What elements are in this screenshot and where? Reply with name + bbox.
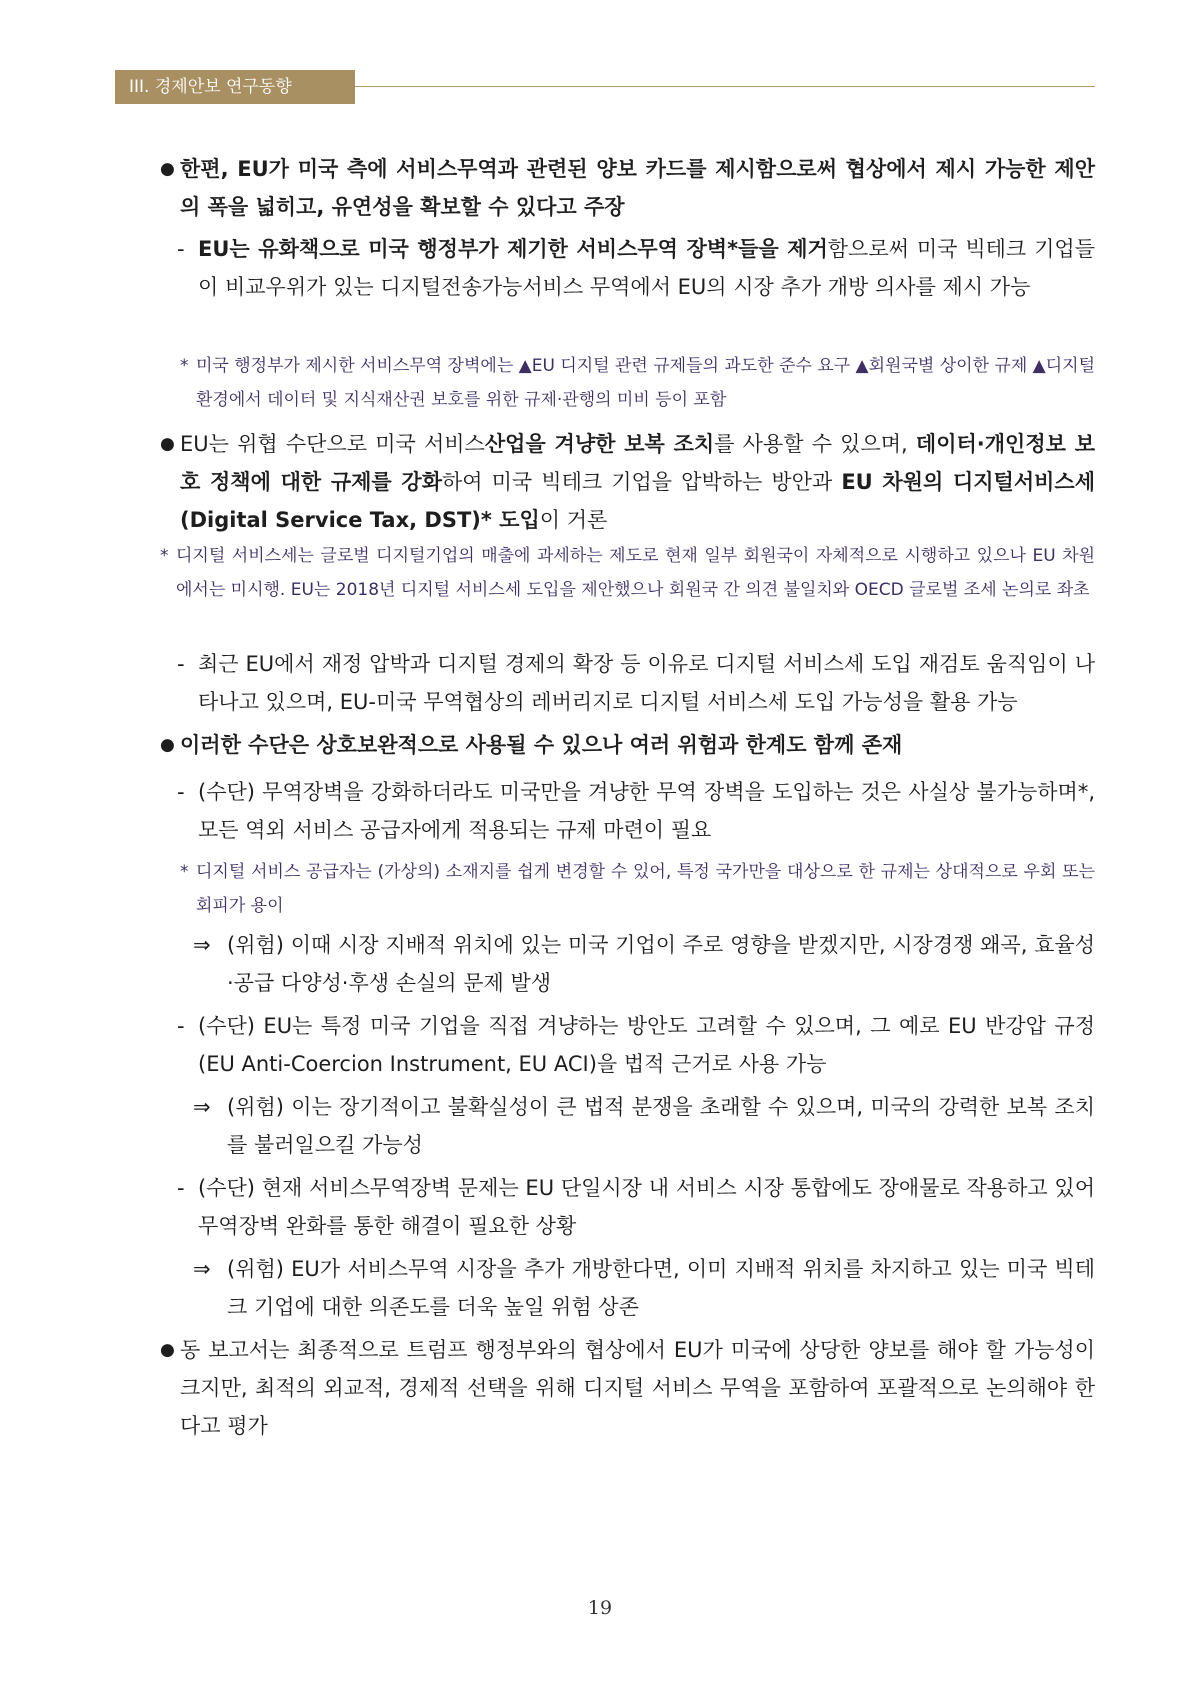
dash-marker: -	[177, 652, 185, 676]
emphasis-text: 데이터·개인정보 보호 정책에 대한 규제를 강화	[180, 432, 1096, 494]
item-text: (위험) 이는 장기적이고 불확실성이 큰 법적 분쟁을 초래할 수 있으며, 미국의 강력한 보복 조치를 불러일으킬 가능성	[227, 1095, 1095, 1157]
bullet-marker: ●	[160, 159, 175, 179]
item-text: (수단) 무역장벽을 강화하더라도 미국만을 겨냥한 무역 장벽을 도입하는 것은 사실상 불가능하며*, 모든 역외 서비스 공급자에게 적용되는 규제 마련이 필요	[198, 780, 1095, 842]
note-marker: *	[180, 356, 189, 376]
dash-item-remove-barriers	[177, 230, 1095, 306]
text-segment: 이 거론	[539, 508, 608, 532]
note-text: 디지털 서비스 공급자는 (가상의) 소재지를 쉽게 변경할 수 있어, 특정 국가만을 대상으로 한 규제는 상대적으로 우회 또는 회피가 용이	[196, 862, 1095, 916]
item-text: (수단) 현재 서비스무역장벽 문제는 EU 단일시장 내 서비스 시장 통합에도 장애물로 작용하고 있어 무역장벽 완화를 통한 해결이 필요한 상황	[198, 1176, 1095, 1238]
dash-marker: -	[177, 1176, 185, 1200]
bullet-paragraph-eu-concession	[160, 150, 1095, 226]
item-text: 함으로써 미국 빅테크 기업들이 비교우위가 있는 디지털전송가능서비스 무역에서 EU의 시장 추가 개방 의사를 제시 가능	[198, 237, 1095, 299]
text-segment: EU는 위협 수단으로 미국 서비스	[180, 432, 485, 456]
dash-item-dst-reconsideration	[177, 645, 1095, 721]
arrow-marker: ⇒	[193, 1257, 211, 1281]
text-segment: 를 사용할 수 있으며,	[714, 432, 916, 456]
item-text: (위험) 이때 시장 지배적 위치에 있는 미국 기업이 주로 영향을 받겠지만, 시장경쟁 왜곡, 효율성·공급 다양성·후생 손실의 문제 발생	[227, 933, 1095, 995]
note-text: 디지털 서비스세는 글로벌 디지털기업의 매출에 과세하는 제도로 현재 일부 회원국이 자체적으로 시행하고 있으나 EU 차원에서는 미시행. EU는 2018년 디지털 서비스세 도입을 제안했으나 회원국 간 의견 불일치와 OECD 글로벌 조세 논의로 좌초	[176, 546, 1095, 600]
page-number: 19	[587, 1597, 613, 1619]
dash-item-trade-barrier-means	[177, 773, 1095, 849]
dash-marker: -	[177, 780, 185, 804]
dash-item-anti-coercion-means	[177, 1007, 1095, 1083]
emphasis-text: EU는 유화책으로 미국 행정부가 제기한 서비스무역 장벽*들을 제거	[198, 237, 828, 261]
item-text: 최근 EU에서 재정 압박과 디지털 경제의 확장 등 이유로 디지털 서비스세 도입 재검토 움직임이 나타나고 있으며, EU-미국 무역협상의 레버리지로 디지털 서비스세 도입 가능성을 활용 가능	[198, 652, 1095, 714]
note-marker: *	[160, 546, 169, 566]
bullet-text: 동 보고서는 최종적으로 트럼프 행정부와의 협상에서 EU가 미국에 상당한 양보를 해야 할 가능성이 크지만, 최적의 외교적, 경제적 선택을 위해 디지털 서비스 무역을 포함하여 포괄적으로 논의해야 한다고 평가	[180, 1338, 1095, 1438]
bullet-text: 한편, EU가 미국 측에 서비스무역과 관련된 양보 카드를 제시함으로써 협상에서 제시 가능한 제안의 폭을 넓히고, 유연성을 확보할 수 있다고 주장	[180, 157, 1095, 219]
bullet-paragraph-conclusion	[160, 1331, 1095, 1445]
bullet-marker: ●	[160, 434, 175, 454]
text-segment: 하여 미국 빅테크 기업을 압박하는 방안과	[442, 470, 842, 494]
arrow-item-dependency-risk	[193, 1250, 1095, 1326]
bullet-paragraph-threat-measures	[160, 425, 1095, 539]
note-text: 미국 행정부가 제시한 서비스무역 장벽에는 ▲EU 디지털 관련 규제들의 과도한 준수 요구 ▲회원국별 상이한 규제 ▲디지털 환경에서 데이터 및 지식재산권 보호를 위한 규제·관행의 미비 등이 포함	[196, 356, 1095, 410]
section-header	[115, 70, 1095, 104]
bullet-marker: ●	[160, 735, 175, 755]
bullet-paragraph-risks	[160, 726, 1095, 764]
arrow-item-legal-dispute-risk	[193, 1088, 1095, 1164]
header-rule	[355, 86, 1095, 87]
arrow-item-market-distortion-risk	[193, 926, 1095, 1002]
note-marker: *	[180, 862, 189, 882]
item-text: (위험) EU가 서비스무역 시장을 추가 개방한다면, 이미 지배적 위치를 차지하고 있는 미국 빅테크 기업에 대한 의존도를 더욱 높일 위험 상존	[227, 1257, 1095, 1319]
footnote-service-barriers	[180, 349, 1095, 417]
arrow-marker: ⇒	[193, 933, 211, 957]
section-title: III. 경제안보 연구동향	[115, 70, 355, 104]
arrow-marker: ⇒	[193, 1095, 211, 1119]
bullet-marker: ●	[160, 1340, 175, 1360]
emphasis-text: 산업을 겨냥한 보복 조치	[484, 432, 715, 456]
footnote-digital-service-tax	[160, 539, 1095, 607]
item-text: (수단) EU는 특정 미국 기업을 직접 겨냥하는 방안도 고려할 수 있으며, 그 예로 EU 반강압 규정(EU Anti-Coercion Instrument, EU ACI)을 법적 근거로 사용 가능	[198, 1014, 1095, 1076]
emphasis-text: EU 차원의 디지털서비스세(Digital Service Tax, DST)* 도입	[180, 470, 1095, 532]
dash-marker: -	[177, 237, 185, 261]
dash-item-single-market-means	[177, 1169, 1095, 1245]
dash-marker: -	[177, 1014, 185, 1038]
bullet-text: 이러한 수단은 상호보완적으로 사용될 수 있으나 여러 위험과 한계도 함께 존재	[180, 733, 903, 757]
footnote-service-suppliers	[180, 855, 1095, 923]
